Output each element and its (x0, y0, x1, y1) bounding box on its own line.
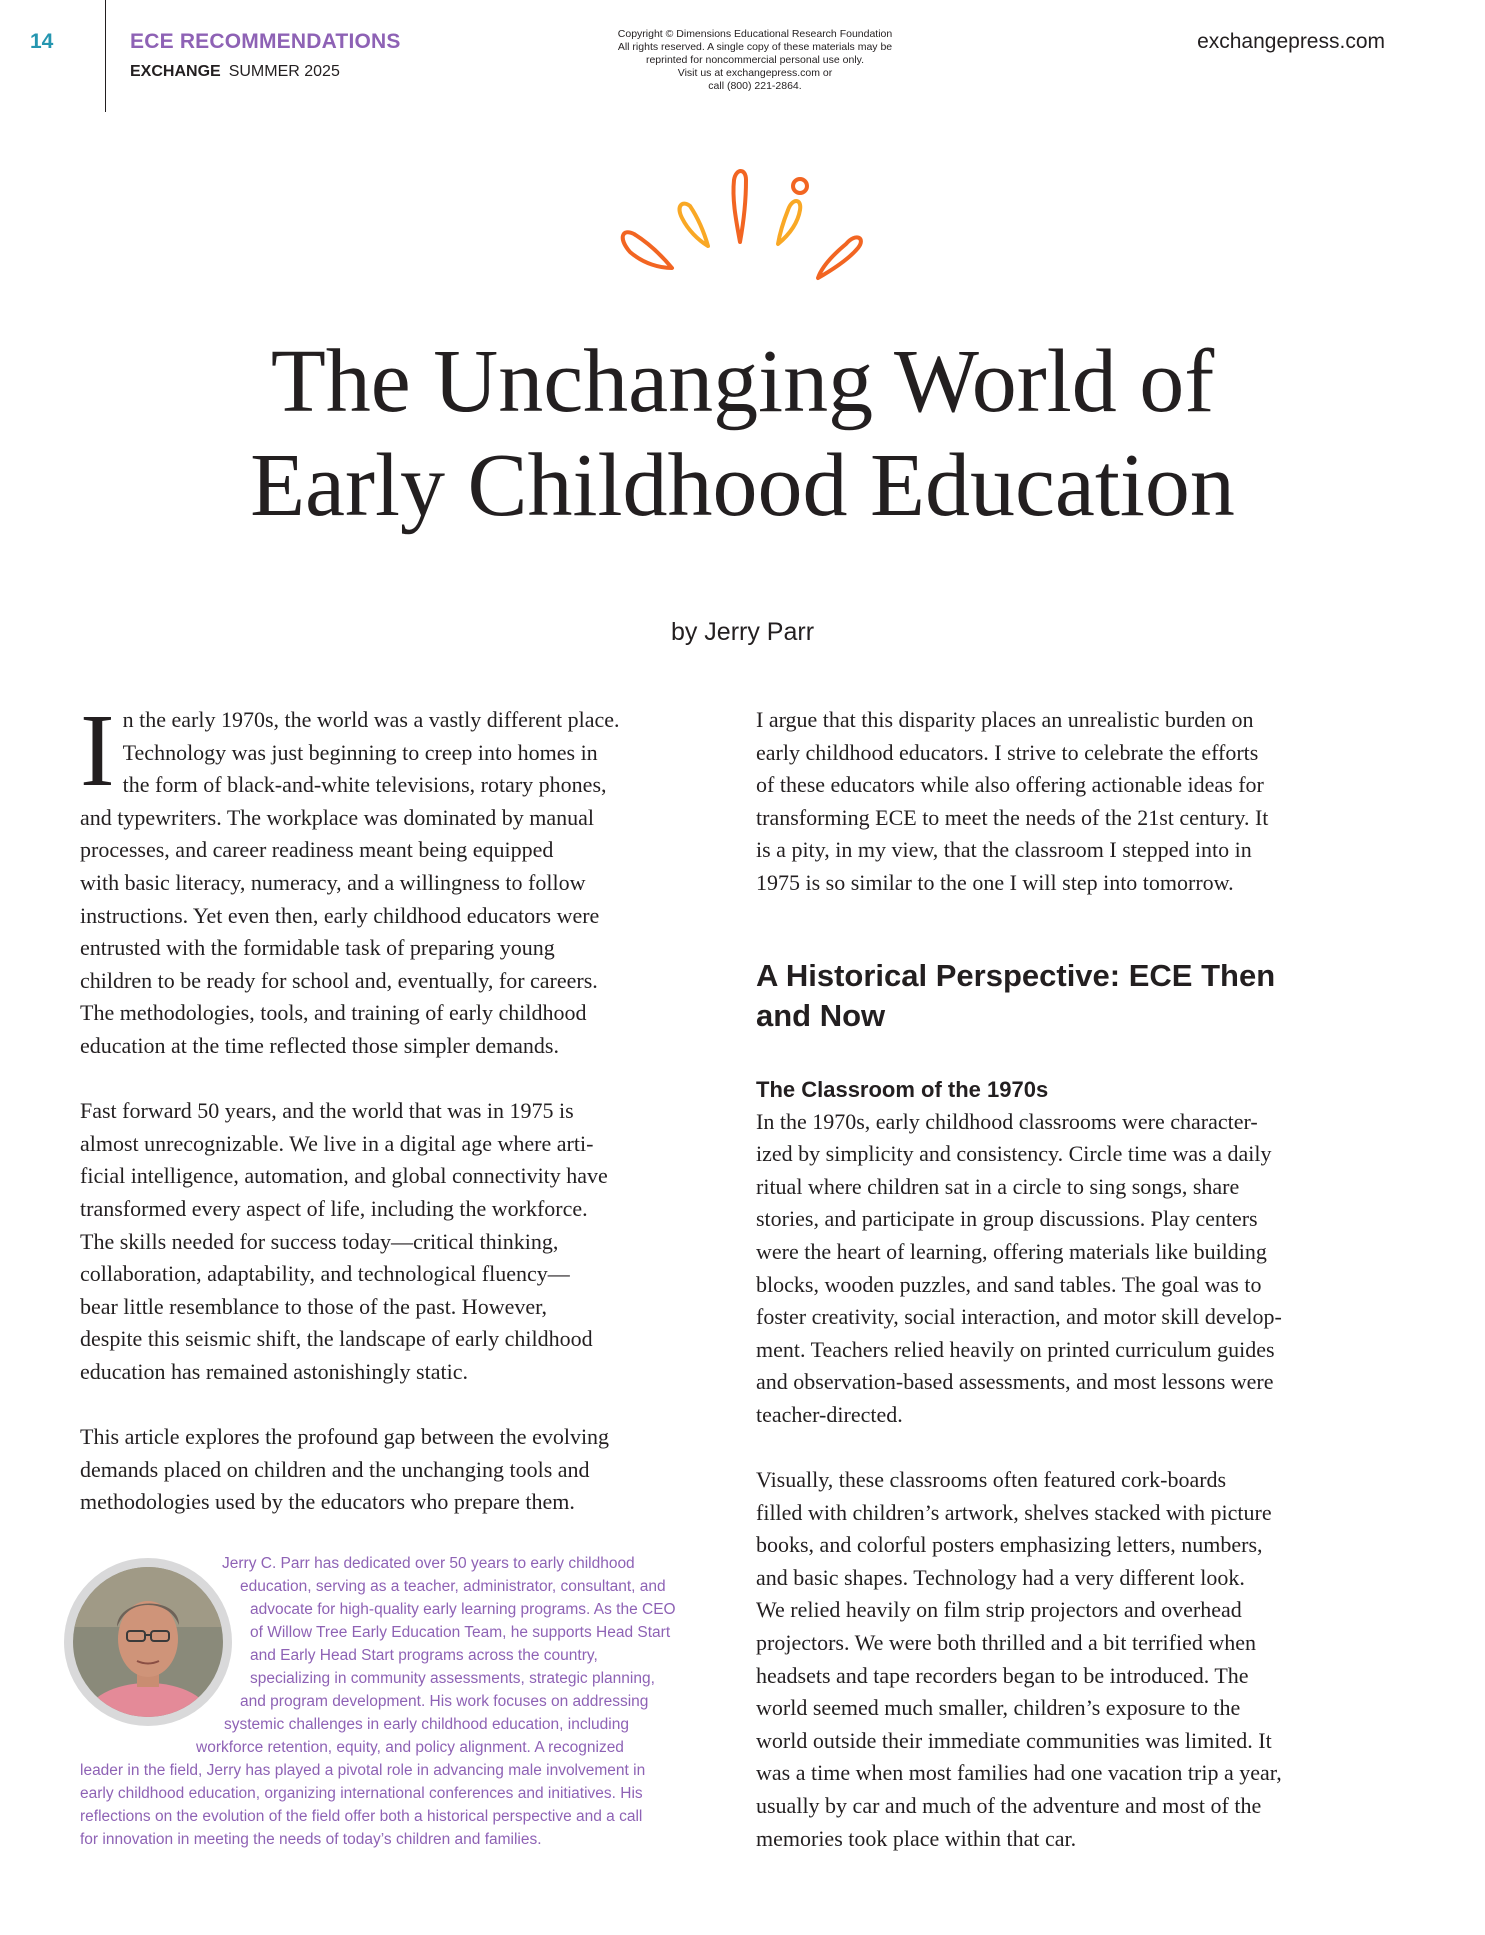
decorative-burst-icon (610, 160, 870, 300)
bio-line: Jerry C. Parr has dedicated over 50 years to early childhood (222, 1555, 635, 1572)
burst-petal-left-far (623, 232, 672, 268)
copyright-line: reprinted for noncommercial personal use only. (645, 54, 865, 66)
copyright-line: All rights reserved. A single copy of these materials may be (617, 41, 893, 53)
burst-petal-left-near (680, 204, 708, 246)
copyright-line: Copyright © Dimensions Educational Research Foundation (617, 28, 893, 40)
bio-line: for innovation in meeting the needs of today’s children and families. (80, 1831, 542, 1848)
bio-line: early childhood education, organizing international conferences and initiatives. His (80, 1785, 643, 1802)
paragraph-text: n the early 1970s, the world was a vastly different place. Technology was just beginning to creep into homes in the form of black-and-white televisions, rotary phones, and typewriters. The workplace was dominated by manual processes, and career readiness meant being equipped with basic literacy, numeracy, and a willingness to follow instructions. Yet even then, early childhood educators were entrusted with the formidable task of preparing young children to be ready for school and, eventually, for careers. The methodologies, tools, and training of early childhood education at the time reflected those simpler demands. (80, 707, 620, 1058)
issue-date: SUMMER 2025 (228, 63, 340, 80)
paragraph: In the 1970s, early childhood classrooms were character- ized by simplicity and consistency. Circle time was a daily ritual where children sat in a circle to sing songs, share stories, and participate in group discussions. Play centers were the heart of learning, offering materials like building blocks, wooden puzzles, and sand tables. The goal was to foster creativity, social interaction, and motor skill develop- ment. Teachers relied heavily on printed curriculum guides and observation-based assessments, and most lessons were teacher-directed. (756, 1108, 1282, 1427)
bio-line: of Willow Tree Early Education Team, he supports Head Start (250, 1624, 671, 1641)
drop-cap: I (80, 693, 115, 808)
left-column (80, 693, 720, 1551)
bio-line: and program development. His work focuses on addressing (240, 1693, 649, 1710)
copyright-line: call (800) 221-2864. (708, 80, 802, 92)
burst-petal-right-near (778, 201, 800, 244)
bio-line: and Early Head Start programs across the country, (250, 1647, 598, 1664)
page-number: 14 (30, 30, 54, 53)
subsection-heading: The Classroom of the 1970s (756, 1076, 1049, 1102)
website-link[interactable]: exchangepress.com (1197, 30, 1385, 53)
bio-line: reflections on the evolution of the field offer both a historical perspective and a call (80, 1808, 643, 1825)
bio-line: specializing in community assessments, strategic planning, (250, 1670, 655, 1687)
section-heading: A Historical Perspective: ECE Then and Now (756, 957, 1276, 1033)
burst-petal-right-far (818, 237, 861, 278)
title-line: The Unchanging World of (270, 332, 1215, 431)
bio-line: advocate for high-quality early learning programs. As the CEO (250, 1601, 676, 1618)
burst-dot (793, 179, 807, 193)
paragraph: Fast forward 50 years, and the world that was in 1975 is almost unrecognizable. We live in a digital age where arti- ficial intelligence, automation, and global connectivity have transformed every aspect of life, including the workforce. The skills needed for success today—critical thinking, collaboration, adaptability, and technological fluency— bear little resemblance to those of the past. However, despite this seismic shift, the landscape of early childhood education has remained astonishingly static. (80, 1098, 608, 1384)
paragraph (80, 693, 720, 1063)
byline: by Jerry Parr (670, 618, 815, 646)
title-line: Early Childhood Education (250, 436, 1235, 535)
copyright-notice (585, 28, 925, 93)
copyright-line: Visit us at exchangepress.com or (677, 67, 833, 79)
author-photo (64, 1558, 232, 1726)
bio-line: systemic challenges in early childhood education, including (224, 1716, 629, 1733)
paragraph: I argue that this disparity places an unrealistic burden on early childhood educators. I strive to celebrate the efforts of these educators while also offering actionable ideas for transforming ECE to meet the needs of the 21st century. It is a pity, in my view, that the classroom I stepped into in 1975 is so similar to the one I will step into tomorrow. (756, 707, 1269, 895)
issue-line (130, 63, 340, 81)
header-divider (105, 0, 106, 112)
bio-line: education, serving as a teacher, administrator, consultant, and (240, 1578, 666, 1595)
bio-line: workforce retention, equity, and policy alignment. A recognized (196, 1739, 624, 1756)
author-portrait (73, 1567, 223, 1717)
article-title (0, 330, 1485, 538)
section-label: ECE RECOMMENDATIONS (130, 30, 401, 53)
burst-petal-center (733, 171, 746, 242)
bio-line: leader in the field, Jerry has played a pivotal role in advancing male involvement in (80, 1762, 646, 1779)
paragraph: This article explores the profound gap between the evolving demands placed on children and the unchanging tools and methodologies used by the educators who prepare them. (80, 1424, 610, 1515)
paragraph: Visually, these classrooms often featured cork-boards filled with children’s artwork, shelves stacked with picture books, and colorful posters emphasizing letters, numbers, and basic shapes. Technology had a very different look. We relied heavily on film strip projectors and overhead projectors. We were both thrilled and a bit terrified when headsets and tape recorders began to be introduced. The world seemed much smaller, children’s exposure to the world outside their immediate communities was limited. It was a time when most families had one vacation trip a year, usually by car and much of the adventure and most of the memories took place within that car. (756, 1467, 1282, 1851)
publication-name: EXCHANGE (130, 63, 221, 80)
right-column (756, 704, 1416, 1888)
